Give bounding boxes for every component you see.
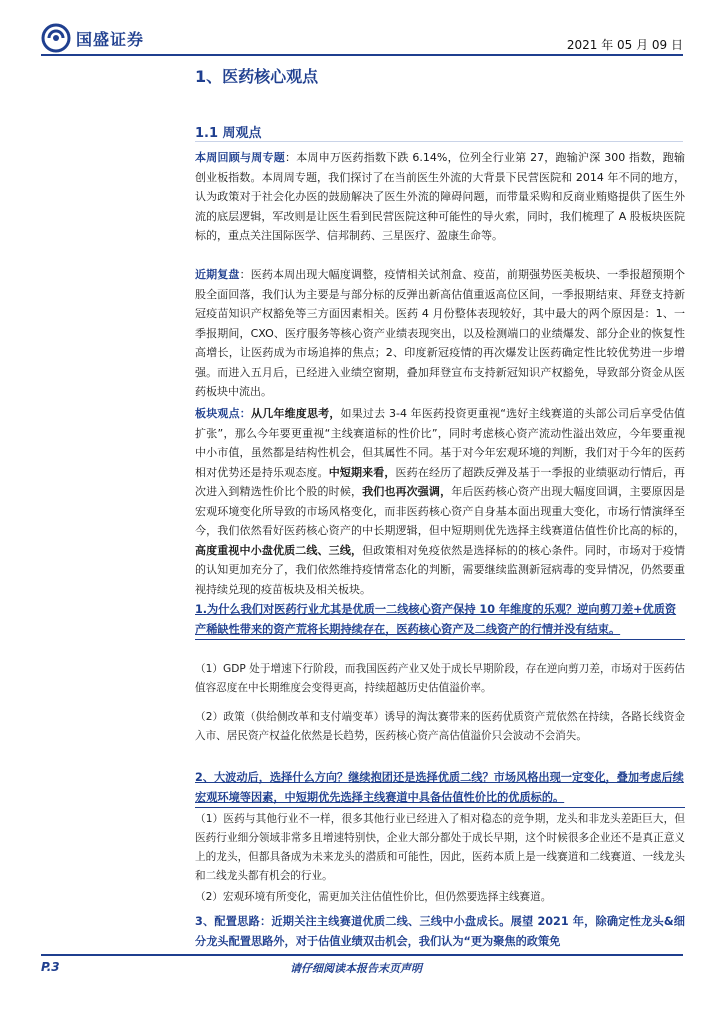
- bold-phrase: 高度重视中小盘优质二线、三线，: [195, 543, 363, 557]
- section-title: 1、医药核心观点: [195, 67, 319, 86]
- paragraph-recent-review: [195, 265, 685, 402]
- paragraph-text: 年后医药核心资产出现大幅度回调，主要原因是宏观环境变化所导致的市场风格变化，而非医药核心资产自身基本面出现重大变化，市场行情演绎至今，我们依然看好医药核心资产的中长期逻辑，但中短期则优先选择主线赛道估值性价比高的标的，: [195, 485, 686, 537]
- paragraph-text: 医药在经历了超跌反弹及基于一季报的业绩驱动行情后，再次进入到精选性价比个股的时候，: [195, 465, 686, 498]
- logo-text: 国盛证券: [76, 29, 145, 49]
- paragraph-lead: 近期复盘: [195, 268, 240, 281]
- paragraph-lead: 板块观点：: [195, 407, 251, 420]
- allocation-text: 近期关注主线赛道优质二线、三线中小盘成长。展望 2021 年，除确定性龙头&细分龙头配置思路外，对于估值业绩双击机会，我们认为“更为聚焦的政策免: [195, 915, 685, 948]
- header-divider: [41, 54, 683, 56]
- footer-divider: [41, 954, 683, 956]
- question-2-point-2: （2）宏观环境有所变化，需更加关注估值性价比，但仍然要选择主线赛道。: [195, 891, 552, 903]
- question-1-heading: [195, 600, 685, 640]
- bold-phrase: 从几年维度思考，: [250, 407, 341, 420]
- footer-disclaimer: 请仔细阅读本报告末页声明: [290, 962, 422, 975]
- paragraph-sector-view: [195, 404, 685, 599]
- subsection-divider: [195, 141, 683, 142]
- paragraph-text: 如果过去 3-4 年医药投资更重视“选好主线赛道的头部公司后享受估值扩张”，那么今年要更重视“主线赛道标的性价比”，同时考虑核心资产流动性溢出效应，今年要重视中小市值，虽然都是结构性机会，但其属性不同。基于对今年宏观环境的判断，我们对于今年的医药相对优势还是持乐观态度。: [195, 407, 686, 479]
- paragraph-weekly-review: [195, 148, 685, 246]
- question-2-heading: [195, 768, 685, 808]
- paragraph-text: 但政策相对免疫依然是选择标的的核心条件。同时，市场对于疫情的认知更加充分了，我们依然维持疫情常态化的判断，需要继续监测新冠病毒的变异情况，仍然要重视持续兑现的疫苗板块及相关板块。: [195, 543, 685, 596]
- report-date: 2021 年 05 月 09 日: [566, 38, 683, 52]
- bold-phrase: 中短期来看，: [328, 465, 396, 479]
- bold-phrase: 我们也再次强调，: [362, 485, 452, 498]
- paragraph-text: ：医药本周出现大幅度调整，疫情相关试剂盒、疫苗，前期强势医美板块、一季报超预期个股全面回落，我们认为主要是与部分标的反弹出新高估值重返高位区间，一季报期结束、拜登支持新冠疫苗知识产权豁免等三方面因素相关。医药 4 月份整体表现较好，其中最大的两个原因是：1、一季报期间，CXO、医疗服务等核心资产业绩表现突出，以及检测端口的业绩爆发、部分企业的恢复性高增长，让医药成为市场追捧的焦点；2、印度新冠疫情的再次爆发让医药确定性比较优势进一步增强。而进入五月后，已经进入业绩空窗期，叠加拜登宣布支持新冠知识产权豁免，导致部分资金从医药板块中流出。: [195, 268, 686, 398]
- allocation-strategy: [195, 912, 685, 951]
- paragraph-lead: 本周回顾与周专题: [195, 151, 285, 164]
- subsection-title: 1.1 周观点: [195, 126, 262, 141]
- allocation-lead: 3、配置思路：: [195, 915, 272, 928]
- logo-icon: [41, 23, 71, 53]
- page-number: P.3: [41, 960, 60, 974]
- paragraph-text: ：本周申万医药指数下跌 6.14%，位列全行业第 27，跑输沪深 300 指数，跑输创业板指数。本周周专题，我们探讨了在当前医生外流的大背景下民营医院和 2014 年不同的地方，认为政策对于社会化办医的鼓励解决了医生外流的障碍问题，而带量采购和反商业贿赂提供了医生外流的底层逻辑，军改则是让医生看到民营医院这种可能性的导火索，同时，我们梳理了 A 股板块医院标的，重点关注国际医学、信邦制药、三星医疗、盈康生命等。: [195, 151, 686, 242]
- question-1-point-2: （2）政策（供给侧改革和支付端变革）诱导的淘汰赛带来的医药优质资产荒依然在持续，各路长线资金入市、居民资产权益化依然是长趋势，医药核心资产高估值溢价只会波动不会消失。: [195, 711, 685, 742]
- question-1-point-1: （1）GDP 处于增速下行阶段，而我国医药产业又处于成长早期阶段，存在逆向剪刀差，市场对于医药估值容忍度在中长期维度会变得更高，持续超越历史估值溢价率。: [195, 663, 685, 694]
- question-title: 1.为什么我们对医药行业尤其是优质一二线核心资产保持 10 年维度的乐观？逆向剪刀差+优质资产稀缺性带来的资产荒将长期持续存在，医药核心资产及二线资产的行情并没有结束。: [195, 603, 677, 636]
- question-title: 2、大波动后，选择什么方向？继续抱团还是选择优质二线？市场风格出现一定变化，叠加考虑后续宏观环境等因素，中短期优先选择主线赛道中具备估值性价比的优质标的。: [195, 771, 684, 804]
- brand-logo: [41, 22, 161, 54]
- question-2-point-1: （1）医药与其他行业不一样，很多其他行业已经进入了相对稳态的竞争期，龙头和非龙头差距巨大，但医药行业细分领域非常多且增速特别快，企业大部分都处于成长早期，这个时候很多企业还不是真正意义上的龙头，但都具备成为未来龙头的潜质和可能性，因此，医药本质上是一线赛道和二线赛道、一线龙头和二线龙头都有机会的行业。: [195, 813, 685, 882]
